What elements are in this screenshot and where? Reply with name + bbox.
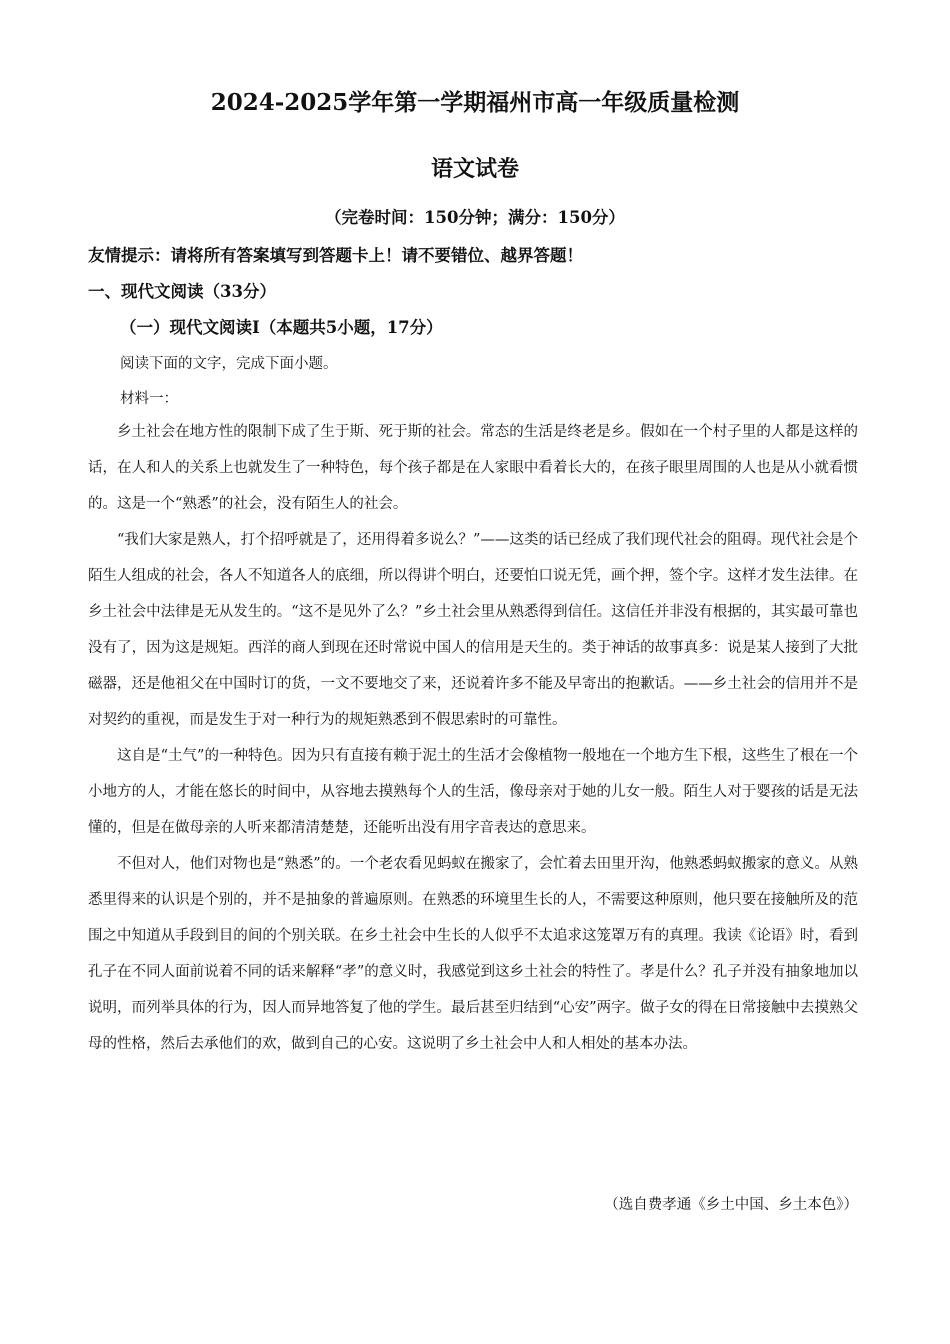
exam-subtitle: 语文试卷 <box>430 156 519 182</box>
paragraph-2: “我们大家是熟人，打个招呼就是了，还用得着多说么？”——这类的话已经成了我们现代社会的阻碍。现代社会是个陌生人组成的社会，各人不知道各人的底细，所以得讲个明白，还要怕口说无凭，画个押，签个字。这样才发生法律。在乡土社会中法律是无从发生的。“这不是见外了么？”乡土社会里从熟悉得到信任。这信任并非没有根据的，其实最可靠也没有了，因为这是规矩。西洋的商人到现在还时常说中国人的信用是天生的。类于神话的故事真多：说是某人接到了大批磁器，还是他祖父在中国时订的货，一文不要地交了来，还说着许多不能及早寄出的抱歉话。——乡土社会的信用并不是对契约的重视，而是发生于对一种行为的规矩熟悉到不假思索时的可靠性。 <box>88 532 858 728</box>
exam-meta: （完卷时间：150分钟；满分：150分） <box>325 208 625 227</box>
paragraph-3: 这自是“土气”的一种特色。因为只有直接有赖于泥土的生活才会像植物一般地在一个地方生下根，这些生了根在一个小地方的人，才能在悠长的时间中，从容地去摸熟每个人的生活，像母亲对于她的儿女一般。陌生人对于婴孩的话是无法懂的，但是在做母亲的人听来都清清楚楚，还能听出没有用字音表达的意思来。 <box>88 748 858 836</box>
paragraph-4: 不但对人，他们对物也是“熟悉”的。一个老农看见蚂蚁在搬家了，会忙着去田里开沟，他熟悉蚂蚁搬家的意义。从熟悉里得来的认识是个别的，并不是抽象的普遍原则。在熟悉的环境里生长的人，不需要这种原则，他只要在接触所及的范围之中知道从手段到目的间的个别关联。在乡土社会中生长的人似乎不太追求这笼罩万有的真理。我读《论语》时，看到孔子在不同人面前说着不同的话来解释“孝”的意义时，我感觉到这乡土社会的特性了。孝是什么？孔子并没有抽象地加以说明，而列举具体的行为，因人而异地答复了他的学生。最后甚至归结到“心安”两字。做子女的得在日常接触中去摸熟父母的性格，然后去承他们的欢，做到自己的心安。这说明了乡土社会中人和人相处的基本办法。 <box>88 856 858 1052</box>
reading-instruction: 阅读下面的文字，完成下面小题。 <box>120 356 338 372</box>
material-label: 材料一： <box>120 391 178 407</box>
source-citation: （选自费孝通《乡土中国、乡土本色》） <box>604 1197 858 1213</box>
paragraph-1: 乡土社会在地方性的限制下成了生于斯、死于斯的社会。常态的生活是终老是乡。假如在一个村子里的人都是这样的话，在人和人的关系上也就发生了一种特色，每个孩子都是在人家眼中看着长大的，在孩子眼里周围的人也是从小就看惯的。这是一个“熟悉”的社会，没有陌生人的社会。 <box>88 424 858 512</box>
subsection-heading: （一）现代文阅读Ⅰ（本题共5小题，17分） <box>120 318 443 337</box>
friendly-tip: 友情提示：请将所有答案填写到答题卡上！请不要错位、越界答题！ <box>88 246 583 265</box>
exam-title: 2024-2025学年第一学期福州市高一年级质量检测 <box>210 89 740 116</box>
section-heading: 一、现代文阅读（33分） <box>88 282 276 301</box>
passage <box>88 414 858 1062</box>
